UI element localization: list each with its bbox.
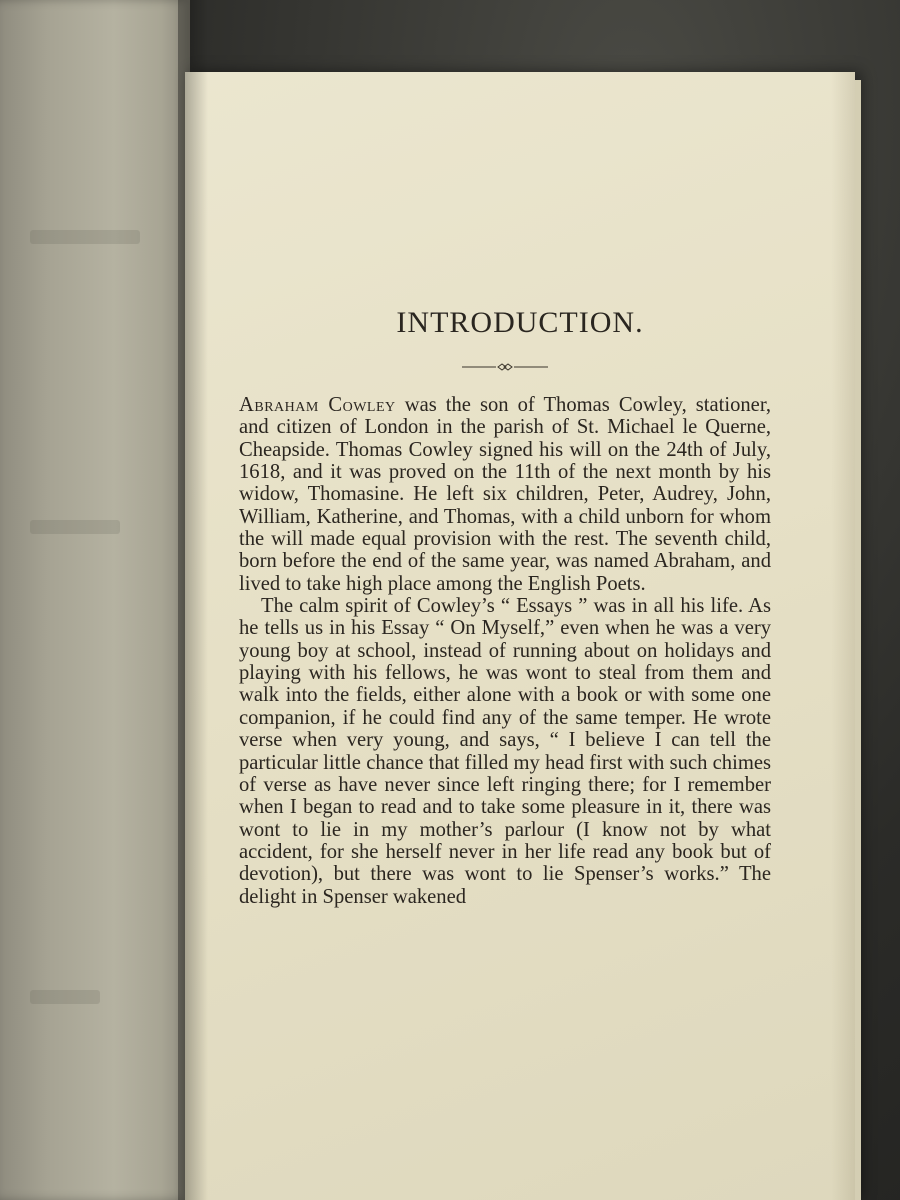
paragraph — [239, 394, 771, 595]
lead-small-caps: Abraham Cowley — [239, 394, 396, 416]
bleed-through-mark — [30, 520, 120, 534]
chapter-title: INTRODUCTION. — [396, 306, 644, 339]
book-gutter — [178, 0, 208, 1200]
ornament-divider — [462, 360, 548, 374]
page-edge — [855, 80, 861, 1200]
paragraph — [239, 595, 771, 908]
bleed-through-mark — [30, 230, 140, 244]
paragraph-text: The calm spirit of Cowley’s “ Essays ” was in all his life. As he tells us in his Essay “ On Myself,” even when he was a very young boy at school, instead of running about on holidays and playing with his fellows, he was wont to steal from them and walk into the fields, either alone with a book or with some one companion, if he could find any of the same temper. He wrote verse when very young, and says, “ I believe I can tell the particular little chance that filled my head first with such chimes of verse as have never since left ringing there; for I remember when I began to read and to take some pleasure in it, there was wont to lie in my mother’s parlour (I know not by what accident, for she herself never in her life read any book but of devotion), but there was wont to lie Spenser’s works.” The delight in Spenser wakened — [239, 595, 771, 908]
paragraph-text: was the son of Thomas Cowley, stationer, and citizen of London in the parish of St. Michael le Querne, Cheapside. Thomas Cowley signed his will on the 24th of July, 1618, and it was proved on the 11th of the next month by his widow, Thomasine. He left six children, Peter, Audrey, John, William, Katherine, and Thomas, with a child unborn for whom the will made equal provision with the rest. The seventh child, born before the end of the same year, was named Abraham, and lived to take high place among the English Poets. — [239, 394, 772, 595]
bleed-through-mark — [30, 990, 100, 1004]
left-page — [0, 0, 190, 1200]
body-text — [239, 394, 771, 908]
